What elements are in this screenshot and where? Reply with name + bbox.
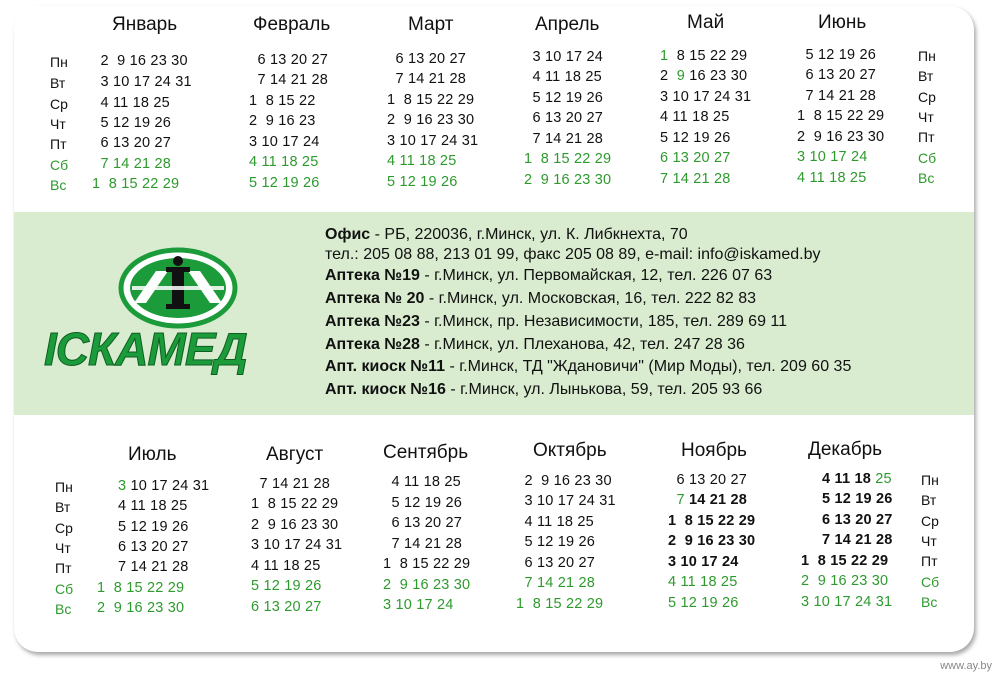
dayname: Вс (50, 177, 67, 193)
week-row: 5 12 19 26 (524, 90, 603, 106)
month-aug: Август (266, 444, 324, 465)
week-row: 2 9 16 23 30 (251, 517, 339, 533)
pharmacy-address: - г.Минск, пр. Независимости, 185, тел. 289 69 11 (419, 313, 788, 330)
week-row: 5 12 19 26 (249, 175, 320, 191)
dayname: Вт (50, 75, 66, 91)
pharmacy-address: - г.Минск, ул. Московская, 16, тел. 222 82 83 (424, 290, 757, 307)
week-row: 5 12 19 26 (387, 174, 458, 190)
week-row: 1 8 15 22 29 (251, 496, 339, 512)
week-row: 4 11 18 25 (251, 558, 321, 574)
week-row: 3 10 17 24 31 (118, 478, 210, 494)
week-row: 7 14 21 28 (118, 559, 189, 575)
week-row: 5 12 19 26 (668, 595, 739, 611)
week-row: 2 9 16 23 30 (92, 53, 188, 69)
week-row: 1 8 15 22 29 (92, 176, 180, 192)
week-row: 3 10 17 24 (797, 149, 868, 165)
week-row: 2 9 16 23 30 (797, 129, 885, 145)
pharmacy-address: - г.Минск, ул. Плеханова, 42, тел. 247 28 36 (419, 336, 745, 353)
week-row: 5 12 19 26 (822, 491, 893, 507)
dayname: Чт (918, 109, 934, 125)
week-row: 4 11 18 25 (524, 69, 602, 85)
week-row: 7 14 21 28 (383, 536, 462, 552)
month-may: Май (687, 12, 725, 33)
office-line (325, 226, 688, 244)
week-row: 2 9 16 23 30 (801, 573, 889, 589)
week-row: 5 12 19 26 (383, 495, 462, 511)
week-row: 3 10 17 24 (249, 134, 320, 150)
week-row: 3 10 17 24 31 (801, 594, 893, 610)
week-row: 2 9 16 23 30 (387, 112, 475, 128)
week-row: 7 14 21 28 (797, 88, 876, 104)
week-row: 6 13 20 27 (92, 135, 171, 151)
dayname: Пт (50, 136, 67, 152)
week-row: 1 8 15 22 29 (668, 513, 756, 529)
dayname: Сб (55, 581, 74, 597)
dayname: Ср (55, 520, 73, 536)
week-row: 6 13 20 27 (387, 51, 466, 67)
week-row: 4 11 18 25 (387, 153, 457, 169)
dayname: Вс (921, 594, 938, 610)
kiosk-address: - г.Минск, ул. Лынькова, 59, тел. 205 93 66 (445, 381, 763, 398)
week-row: 4 11 18 25 (383, 474, 461, 490)
week-row: 1 8 15 22 29 (387, 92, 475, 108)
pharmacy-label: Аптека №19 (325, 267, 420, 284)
week-row: 6 13 20 27 (516, 555, 595, 571)
week-row: 3 10 17 24 (668, 554, 739, 570)
week-row: 7 14 21 28 (387, 71, 466, 87)
week-row: 2 9 16 23 30 (524, 172, 612, 188)
logo-emblem-icon (118, 247, 238, 329)
week-row: 7 14 21 28 (660, 171, 731, 187)
watermark: www.ay.by (940, 660, 992, 672)
month-oct: Октябрь (533, 440, 607, 461)
week-row: 7 14 21 28 (822, 532, 893, 548)
month-nov: Ноябрь (681, 440, 747, 461)
dayname: Ср (50, 96, 68, 112)
week-row: 6 13 20 27 (118, 539, 189, 555)
pharmacy-23 (325, 313, 787, 331)
week-row: 3 10 17 24 31 (660, 89, 752, 105)
dayname: Вт (921, 492, 937, 508)
week-row: 3 10 17 24 31 (387, 133, 479, 149)
week-row: 5 12 19 26 (797, 47, 876, 63)
dayname: Пт (55, 560, 72, 576)
week-row: 2 9 16 23 30 (383, 577, 471, 593)
week-row: 3 10 17 24 31 (516, 493, 616, 509)
week-row: 7 14 21 28 (516, 575, 595, 591)
dayname: Пн (921, 472, 939, 488)
week-row: 7 14 21 28 (524, 131, 603, 147)
dayname: Чт (921, 533, 937, 549)
week-row: 6 13 20 27 (797, 67, 876, 83)
week-row: 4 11 18 25 (516, 514, 594, 530)
week-row: 5 12 19 26 (92, 115, 171, 131)
week-row: 6 13 20 27 (524, 110, 603, 126)
month-jun: Июнь (818, 12, 867, 33)
pharmacy-label: Аптека №23 (325, 313, 420, 330)
dayname: Сб (50, 157, 69, 173)
office-address: - РБ, 220036, г.Минск, ул. К. Либкнехта, 70 (370, 226, 688, 243)
pharmacy-20 (325, 290, 756, 308)
dayname: Ср (921, 513, 939, 529)
week-row: 2 9 16 23 30 (516, 473, 612, 489)
dayname: Сб (918, 150, 937, 166)
month-jul: Июль (128, 444, 177, 465)
week-row: 4 11 18 25 (660, 109, 730, 125)
month-mar: Март (408, 14, 454, 35)
week-row: 4 11 18 25 (118, 498, 188, 514)
pharmacy-label: Аптека №28 (325, 336, 420, 353)
week-row: 5 12 19 26 (660, 130, 731, 146)
week-row: 2 9 16 23 30 (668, 533, 756, 549)
kiosk-11 (325, 358, 851, 376)
week-row: 4 11 18 25 (668, 574, 738, 590)
kiosk-label: Апт. киоск №16 (325, 381, 446, 398)
month-dec: Декабрь (808, 439, 883, 460)
week-row: 6 13 20 27 (251, 599, 322, 615)
week-row: 1 8 15 22 (249, 93, 316, 109)
office-label: Офис (325, 226, 371, 243)
week-row: 5 12 19 26 (516, 534, 595, 550)
week-row: 6 13 20 27 (660, 150, 731, 166)
week-row: 1 8 15 22 29 (383, 556, 471, 572)
week-row: 4 11 18 25 (92, 95, 170, 111)
dayname: Вс (55, 601, 72, 617)
month-feb: Февраль (253, 14, 331, 35)
week-row: 1 8 15 22 29 (660, 48, 748, 64)
month-sep: Сентябрь (383, 442, 469, 463)
month-apr: Апрель (535, 14, 600, 35)
week-row: 3 10 17 24 (383, 597, 454, 613)
dayname: Пн (50, 54, 68, 70)
dayname: Пн (55, 479, 73, 495)
phones-line: тел.: 205 08 88, 213 01 99, факс 205 08 89, e-mail: info@iskamed.by (325, 246, 821, 263)
week-row: 2 9 16 23 30 (660, 68, 748, 84)
week-row: 5 12 19 26 (118, 519, 189, 535)
week-row: 2 9 16 23 (249, 113, 316, 129)
dayname: Пт (921, 553, 938, 569)
dayname: Чт (50, 116, 66, 132)
week-row: 6 13 20 27 (249, 52, 328, 68)
dayname: Ср (918, 89, 936, 105)
kiosk-label: Апт. киоск №11 (325, 358, 446, 375)
month-jan: Январь (112, 14, 178, 35)
pharmacy-address: - г.Минск, ул. Первомайская, 12, тел. 226 07 63 (419, 267, 773, 284)
dayname: Пн (918, 48, 936, 64)
week-row: 4 11 18 25 (822, 471, 892, 487)
week-row: 1 8 15 22 29 (524, 151, 612, 167)
week-row: 6 13 20 27 (383, 515, 462, 531)
dayname: Вт (918, 68, 934, 84)
week-row: 4 11 18 25 (797, 170, 867, 186)
week-row: 1 8 15 22 29 (516, 596, 604, 612)
week-row: 3 10 17 24 31 (92, 74, 192, 90)
week-row: 6 13 20 27 (822, 512, 893, 528)
week-row: 2 9 16 23 30 (97, 600, 185, 616)
dayname: Вт (55, 499, 71, 515)
week-row: 1 8 15 22 29 (797, 108, 885, 124)
week-row: 1 8 15 22 29 (801, 553, 889, 569)
kiosk-16 (325, 381, 762, 399)
week-row: 7 14 21 28 (92, 156, 171, 172)
logo-brand-text: ІСКАМЕД (44, 323, 247, 375)
pharmacy-28 (325, 336, 745, 354)
week-row: 7 14 21 28 (676, 492, 748, 508)
pharmacy-label: Аптека № 20 (325, 290, 425, 307)
week-row: 1 8 15 22 29 (97, 580, 185, 596)
week-row: 3 10 17 24 (524, 49, 603, 65)
dayname: Сб (921, 574, 940, 590)
week-row: 5 12 19 26 (251, 578, 322, 594)
week-row: 6 13 20 27 (668, 472, 747, 488)
dayname: Вс (918, 170, 935, 186)
dayname: Пт (918, 129, 935, 145)
kiosk-address: - г.Минск, ТД "Ждановичи" (Мир Моды), тел. 209 60 35 (445, 358, 852, 375)
week-row: 3 10 17 24 31 (251, 537, 343, 553)
week-row: 7 14 21 28 (251, 476, 330, 492)
week-row: 7 14 21 28 (249, 72, 328, 88)
dayname: Чт (55, 540, 71, 556)
pharmacy-19 (325, 267, 772, 285)
week-row: 4 11 18 25 (249, 154, 319, 170)
